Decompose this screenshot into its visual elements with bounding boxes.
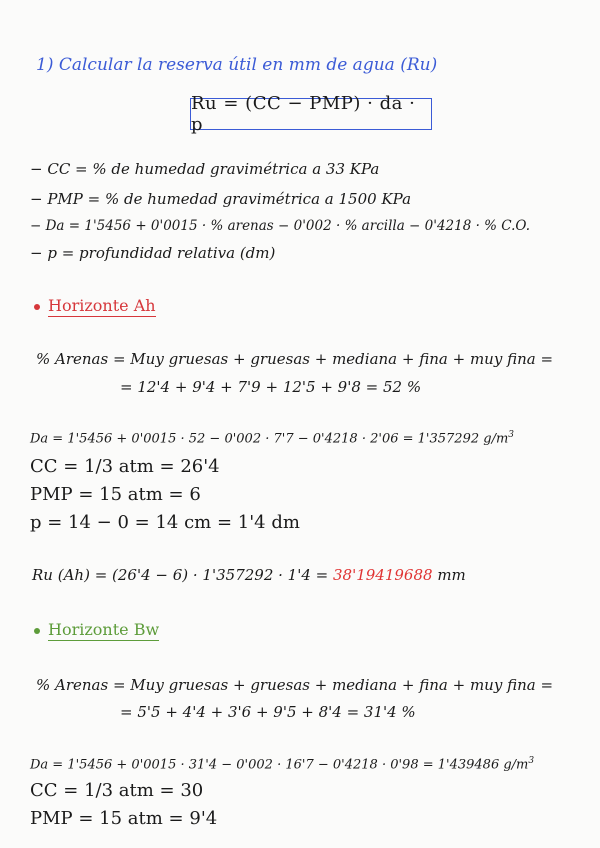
section-horizon-ah [34, 296, 156, 317]
ru-formula: Ru = (CC − PMP) · da · p [191, 93, 416, 135]
definition-cc: − CC = % de humedad gravimétrica a 33 KPa [30, 160, 380, 178]
section-title: Horizonte Ah [48, 296, 156, 315]
bullet-icon [34, 304, 40, 310]
bw-arenas-result: = 5'5 + 4'4 + 3'6 + 9'5 + 8'4 = 31'4 % [120, 703, 416, 721]
ah-arenas-result: = 12'4 + 9'4 + 7'9 + 12'5 + 9'8 = 52 % [120, 378, 422, 396]
ah-ru-result: Ru (Ah) = (26'4 − 6) · 1'357292 · 1'4 = 38'19419688 mm [32, 566, 466, 584]
formula-box [190, 93, 432, 135]
bw-cc: CC = 1/3 atm = 30 [30, 780, 204, 801]
bw-pmp: PMP = 15 atm = 9'4 [30, 808, 218, 829]
ah-p: p = 14 − 0 = 14 cm = 1'4 dm [30, 512, 300, 533]
bw-arenas-formula: % Arenas = Muy gruesas + gruesas + mediana + fina + muy fina = [36, 676, 554, 694]
ah-cc: CC = 1/3 atm = 26'4 [30, 456, 220, 477]
section-title: Horizonte Bw [48, 620, 160, 639]
ru-value-highlight: 38'19419688 [332, 566, 433, 584]
ah-arenas-formula: % Arenas = Muy gruesas + gruesas + mediana + fina + muy fina = [36, 350, 554, 368]
definition-da: − Da = 1'5456 + 0'0015 · % arenas − 0'002 · % arcilla − 0'4218 · % C.O. [30, 218, 531, 234]
ah-pmp: PMP = 15 atm = 6 [30, 484, 201, 505]
definition-pmp: − PMP = % de humedad gravimétrica a 1500 KPa [30, 190, 412, 208]
ah-da-calc: Da = 1'5456 + 0'0015 · 52 − 0'002 · 7'7 − 0'4218 · 2'06 = 1'357292 $g/m^3$ [30, 430, 515, 447]
section-horizon-bw [34, 620, 159, 641]
exercise-title: 1) Calcular la reserva útil en mm de agua (Ru) [36, 55, 438, 75]
bullet-icon [34, 628, 40, 634]
definition-p: − p = profundidad relativa (dm) [30, 244, 276, 262]
bw-da-calc: Da = 1'5456 + 0'0015 · 31'4 − 0'002 · 16'7 − 0'4218 · 0'98 = 1'439486 $g/m^3$ [30, 756, 535, 773]
